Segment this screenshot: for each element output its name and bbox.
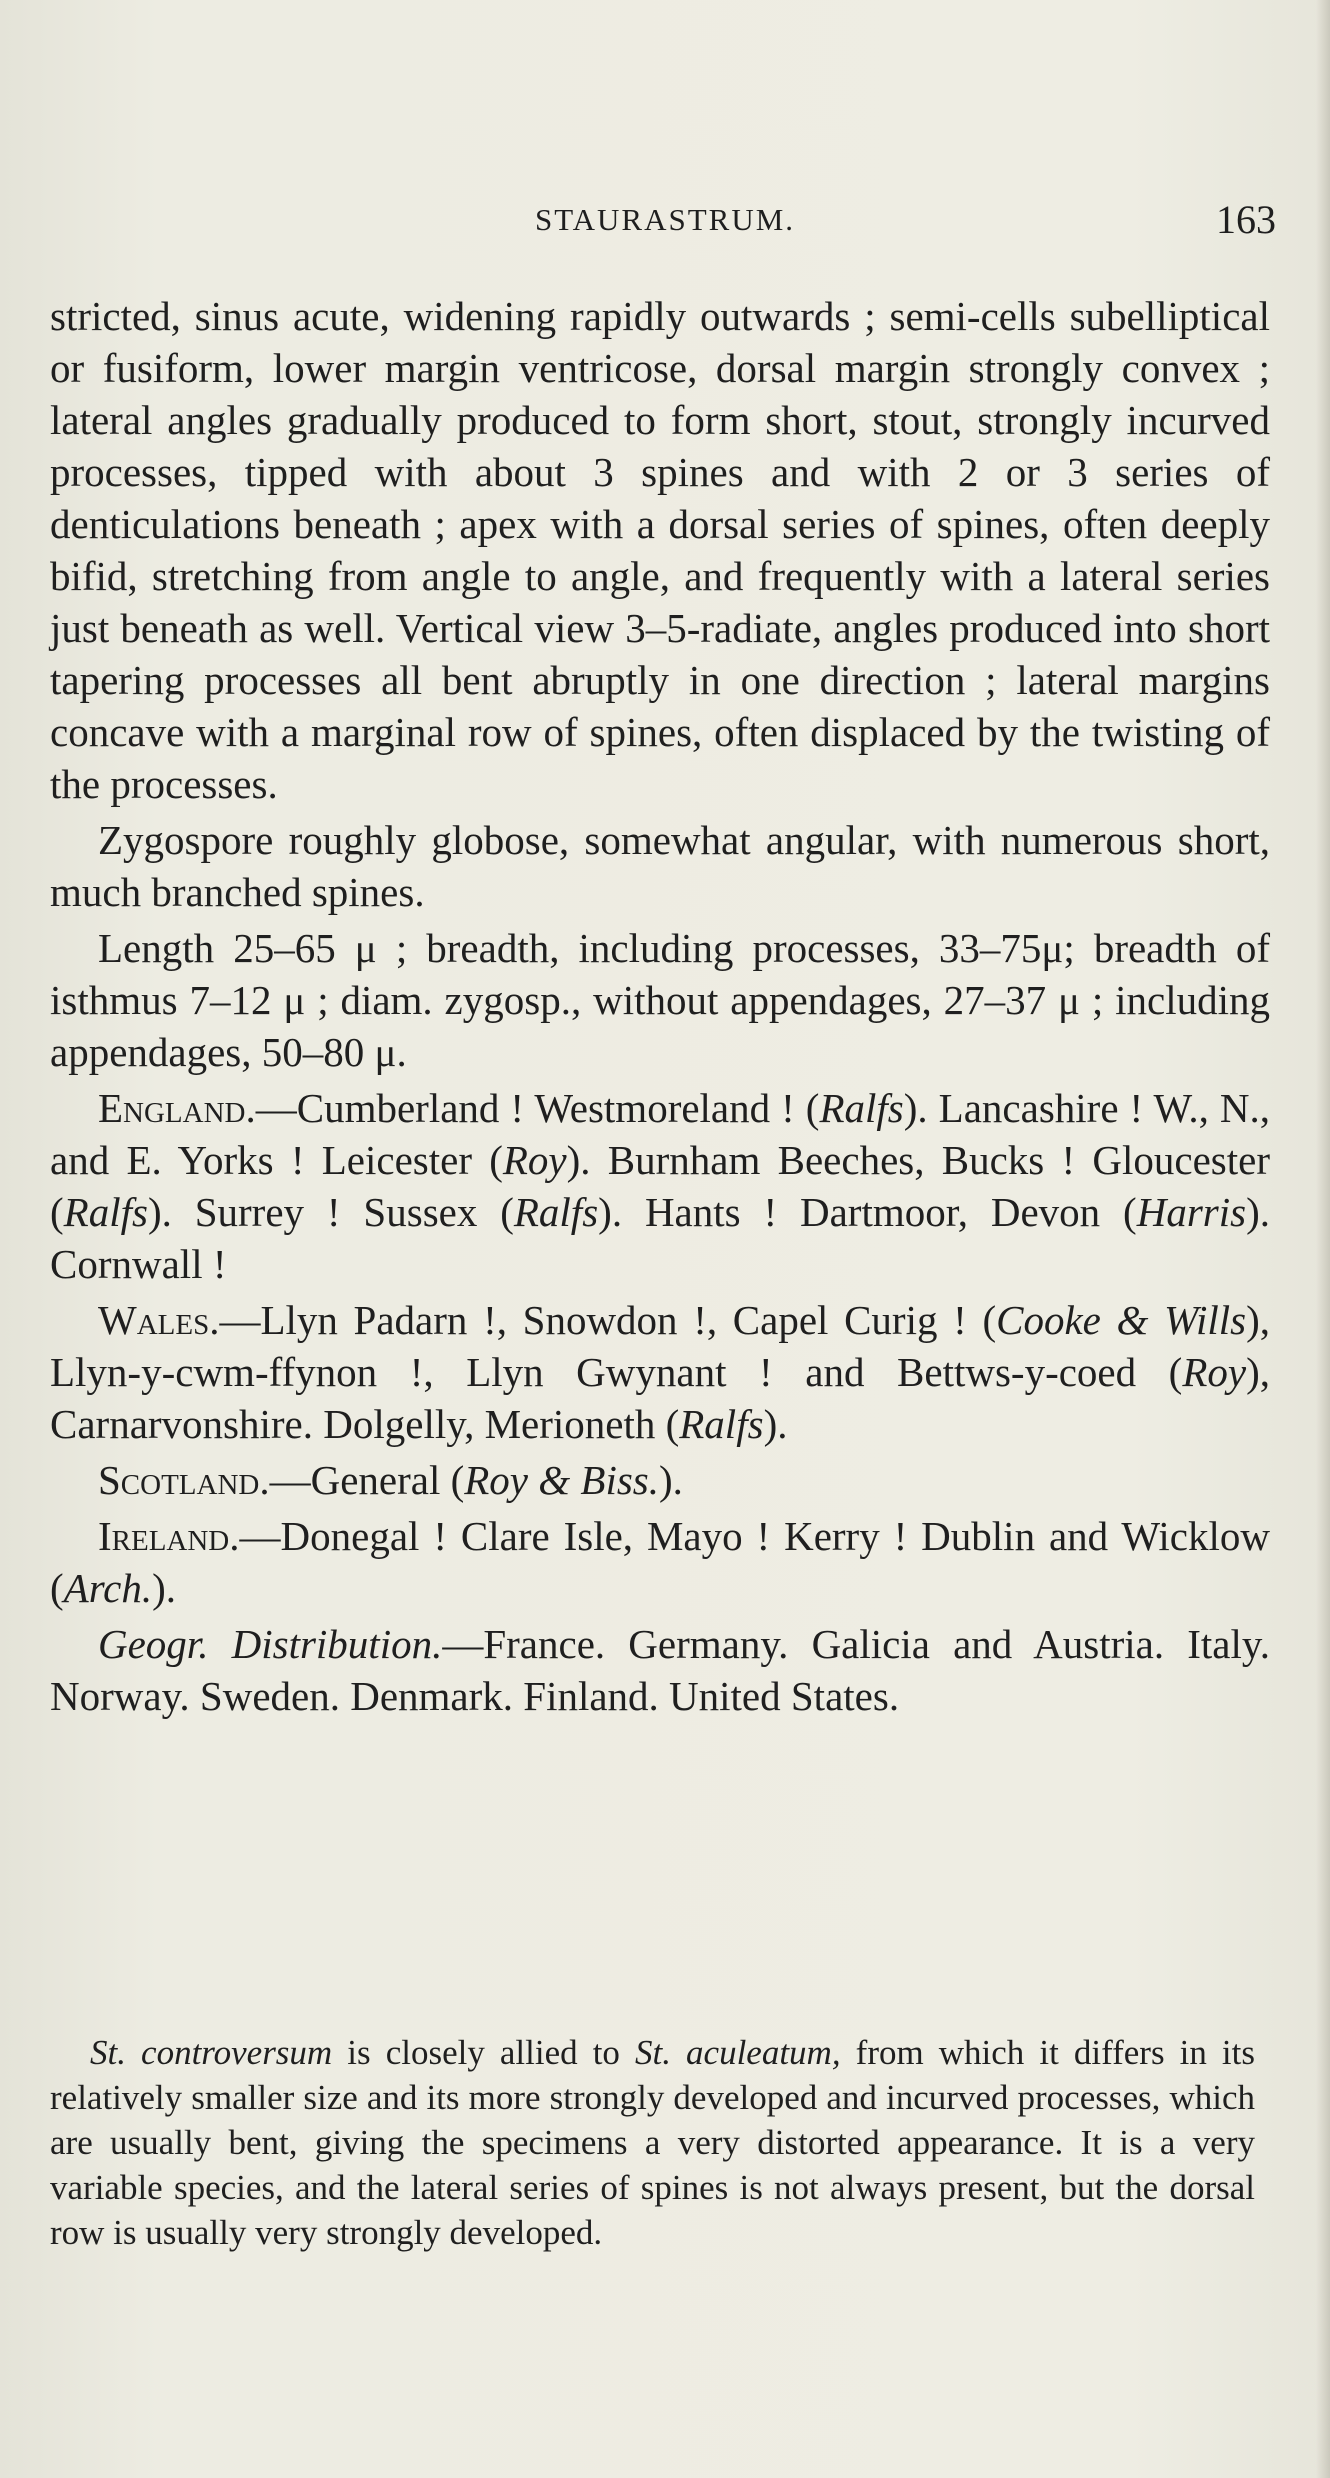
note-paragraph: St. controversum is closely allied to St. aculeatum, from which it differs in its relatively smaller size and its more strongly developed and incurved processes, which are usually bent, giving the specimens a very distorted appearance. It is a very variable species, and the lateral series of spines is not always present, but the dorsal row is usually very strongly developed. <box>50 2033 1255 2252</box>
wales-label: Wales. <box>98 1297 220 1343</box>
distribution-label: Geogr. Distribution. <box>98 1621 443 1667</box>
ireland-label: Ireland. <box>98 1513 240 1559</box>
species-description <box>50 290 1270 1722</box>
authority: Arch. <box>63 1565 153 1611</box>
england-localities: England.—Cumberland ! Westmoreland ! (Ralfs). Lancashire ! W., N., and E. Yorks ! Leicester (Roy). Burnham Beeches, Bucks ! Gloucester (Ralfs). Surrey ! Sussex (Ralfs). Hants ! Dartmoor, Devon (Harris). Cornwall ! <box>50 1085 1270 1287</box>
page-edge-shadow <box>1316 0 1330 2478</box>
authority: Cooke & Wills <box>996 1297 1247 1343</box>
zygospore-paragraph: Zygospore roughly globose, somewhat angular, with numerous short, much branched spines. <box>50 817 1270 915</box>
authority: Ralfs <box>513 1189 599 1235</box>
scotland-localities: Scotland.—General (Roy & Biss.). <box>98 1457 683 1503</box>
running-title: STAURASTRUM. <box>534 202 796 237</box>
scotland-label: Scotland. <box>98 1457 270 1503</box>
small-print-note <box>50 2030 1255 2255</box>
authority: Roy <box>502 1137 567 1183</box>
page-number: 163 <box>1216 197 1276 242</box>
authority: Harris <box>1136 1189 1247 1235</box>
authority: Roy <box>1182 1349 1247 1395</box>
authority: Roy & Biss. <box>464 1457 659 1503</box>
species-name: St. controversum <box>90 2033 333 2072</box>
description-paragraph: stricted, sinus acute, widening rapidly outwards ; semi-cells subelliptical or fusiform, lower margin ventricose, dorsal margin strongly convex ; lateral angles gradually produced to form short, stout, strongly incurved processes, tipped with about 3 spines and with 2 or 3 series of denticulations beneath ; apex with a dorsal series of spines, often deeply bifid, stretching from angle to angle, and frequently with a lateral series just beneath as well. Vertical view 3–5-radiate, angles produced into short tapering processes all bent abruptly in one direction ; lateral margins concave with a marginal row of spines, often displaced by the twisting of the processes. <box>50 293 1270 807</box>
authority: Ralfs <box>63 1189 148 1235</box>
authority: Ralfs <box>679 1401 764 1447</box>
wales-localities: Wales.—Llyn Padarn !, Snowdon !, Capel Curig ! (Cooke & Wills), Llyn-y-cwm-ffynon !, Llyn Gwynant ! and Bettws-y-coed (Roy), Carnarvonshire. Dolgelly, Merioneth (Ralfs). <box>50 1297 1270 1447</box>
measurements-paragraph: Length 25–65 μ ; breadth, including processes, 33–75μ; breadth of isthmus 7–12 μ ; diam. zygosp., without appendages, 27–37 μ ; including appendages, 50–80 μ. <box>50 925 1270 1075</box>
ireland-localities: Ireland.—Donegal ! Clare Isle, Mayo ! Kerry ! Dublin and Wicklow (Arch.). <box>50 1513 1270 1611</box>
species-name: St. aculeatum, <box>635 2033 841 2072</box>
authority: Ralfs <box>819 1085 904 1131</box>
geographic-distribution: Geogr. Distribution.—France. Germany. Galicia and Austria. Italy. Norway. Sweden. Denmark. Finland. United States. <box>50 1621 1270 1719</box>
england-label: England. <box>98 1085 256 1131</box>
page-header <box>50 196 1280 248</box>
